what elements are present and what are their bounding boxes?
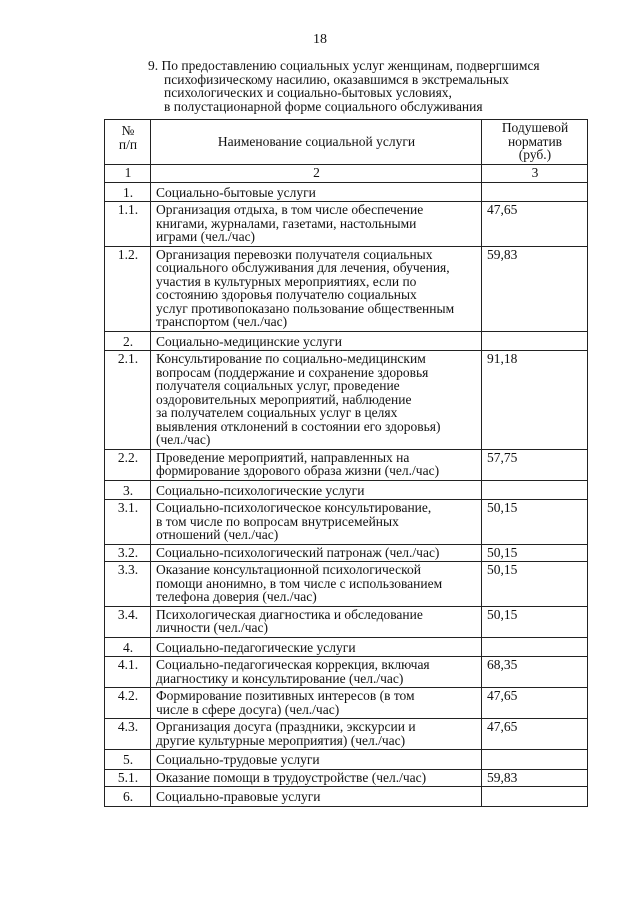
service-name-line: Социально-трудовые услуги — [156, 752, 320, 767]
service-name-cell — [151, 331, 482, 351]
row-number-cell: 4.3. — [105, 719, 151, 750]
service-name-line: получателя социальных услуг, проведение — [156, 378, 400, 393]
header-num-line: № — [121, 123, 135, 138]
service-name-cell — [151, 787, 482, 807]
service-name-line: Организация отдыха, в том числе обеспечение — [156, 202, 424, 217]
service-name-cell — [151, 500, 482, 545]
services-table — [104, 119, 588, 807]
service-name-line: в том числе по вопросам внутрисемейных — [156, 513, 399, 529]
header-norm-line: норматив — [507, 133, 563, 149]
row-number-cell: 2.1. — [105, 351, 151, 450]
table-row — [105, 750, 588, 770]
row-number-cell: 3.4. — [105, 606, 151, 637]
norm-value-cell: 91,18 — [482, 351, 588, 450]
table-row — [105, 719, 588, 750]
service-name-line: (чел./час) — [156, 432, 211, 447]
heading-line: психологических и социально-бытовых условиях, — [164, 85, 452, 100]
row-number-cell: 3.3. — [105, 562, 151, 607]
norm-value-cell: 50,15 — [482, 500, 588, 545]
section-heading — [148, 59, 588, 113]
service-name-line: состоянию здоровья получателю социальных — [156, 287, 417, 302]
norm-value-cell — [482, 637, 588, 657]
service-name-line: Социально-педагогическая коррекция, включая — [156, 657, 430, 672]
norm-value-cell: 50,15 — [482, 562, 588, 607]
table-row — [105, 606, 588, 637]
service-name-line: Психологическая диагностика и обследование — [156, 606, 423, 622]
norm-value-cell — [482, 182, 588, 202]
service-name-line: участия в культурных мероприятиях, если по — [156, 273, 417, 289]
service-name-cell — [151, 182, 482, 202]
table-row — [105, 331, 588, 351]
service-name-line: Консультирование по социально-медицинским — [156, 351, 426, 366]
service-name-line: Социально-бытовые услуги — [156, 184, 316, 200]
table-row — [105, 246, 588, 331]
service-name-cell — [151, 449, 482, 480]
service-name-line: Социально-медицинские услуги — [156, 333, 342, 349]
service-name-line: Социально-психологические услуги — [156, 482, 365, 498]
table-row — [105, 449, 588, 480]
service-name-line: Социально-психологическое консультирование, — [156, 500, 432, 515]
table-row — [105, 787, 588, 807]
service-name-line: другие культурные мероприятия) (чел./час) — [156, 732, 406, 748]
service-name-line: отношений (чел./час) — [156, 527, 279, 542]
row-number-cell: 3. — [105, 480, 151, 500]
service-name-line: книгами, журналами, газетами, настольными — [156, 215, 417, 231]
service-name-line: оздоровительных мероприятий, наблюдение — [156, 391, 412, 407]
service-name-line: играми (чел./час) — [156, 229, 256, 244]
service-name-cell — [151, 480, 482, 500]
header-norm-line: Подушевой — [501, 120, 569, 136]
heading-line: психофизическому насилию, оказавшимся в экстремальных — [164, 71, 509, 87]
norm-value-cell: 47,65 — [482, 688, 588, 719]
header-norm-line: (руб.) — [518, 147, 552, 163]
header-num-cell — [105, 120, 151, 165]
row-number-cell: 1.1. — [105, 202, 151, 247]
row-number-cell: 2. — [105, 331, 151, 351]
table-header-row — [105, 120, 588, 165]
norm-value-cell — [482, 331, 588, 351]
norm-value-cell — [482, 480, 588, 500]
service-name-line: Организация перевозки получателя социальных — [156, 246, 433, 262]
header-norm-cell — [482, 120, 588, 165]
service-name-cell — [151, 657, 482, 688]
index-cell: 1 — [105, 165, 151, 183]
header-name-cell: Наименование социальной услуги — [151, 120, 482, 165]
service-name-line: Оказание помощи в трудоустройстве (чел./час) — [156, 769, 427, 785]
heading-line: в полустационарной форме социального обслуживания — [164, 98, 483, 114]
service-name-line: Формирование позитивных интересов (в том — [156, 688, 415, 703]
table-row — [105, 351, 588, 450]
norm-value-cell: 68,35 — [482, 657, 588, 688]
table-index-row — [105, 165, 588, 183]
service-name-line: Социально-педагогические услуги — [156, 639, 356, 655]
service-name-line: личности (чел./час) — [156, 620, 268, 635]
service-name-cell — [151, 246, 482, 331]
service-name-cell — [151, 202, 482, 247]
table-row — [105, 202, 588, 247]
norm-value-cell: 50,15 — [482, 606, 588, 637]
row-number-cell: 5.1. — [105, 769, 151, 787]
service-name-cell — [151, 769, 482, 787]
table-row — [105, 637, 588, 657]
norm-value-cell: 57,75 — [482, 449, 588, 480]
service-name-line: за получателем социальных услуг в целях — [156, 405, 398, 420]
service-name-cell — [151, 688, 482, 719]
row-number-cell: 5. — [105, 750, 151, 770]
norm-value-cell: 47,65 — [482, 719, 588, 750]
table-row — [105, 182, 588, 202]
service-name-line: Социально-психологический патронаж (чел./час) — [156, 544, 440, 560]
page-number: 18 — [313, 32, 327, 47]
row-number-cell: 6. — [105, 787, 151, 807]
norm-value-cell — [482, 750, 588, 770]
service-name-line: числе в сфере досуга) (чел./час) — [156, 701, 340, 717]
row-number-cell: 1.2. — [105, 246, 151, 331]
row-number-cell: 2.2. — [105, 449, 151, 480]
row-number-cell: 3.2. — [105, 544, 151, 562]
service-name-line: формирование здорового образа жизни (чел./час) — [156, 463, 440, 478]
norm-value-cell: 47,65 — [482, 202, 588, 247]
row-number-cell: 4.2. — [105, 688, 151, 719]
service-name-cell — [151, 750, 482, 770]
service-name-line: услуг противопоказано пользование общественным — [156, 300, 455, 316]
service-name-cell — [151, 351, 482, 450]
service-name-line: социального обслуживания для лечения, обучения, — [156, 260, 450, 275]
table-row — [105, 544, 588, 562]
table-row — [105, 480, 588, 500]
service-name-line: Оказание консультационной психологической — [156, 562, 421, 577]
service-name-line: телефона доверия (чел./час) — [156, 589, 317, 604]
norm-value-cell: 59,83 — [482, 246, 588, 331]
row-number-cell: 3.1. — [105, 500, 151, 545]
service-name-line: Проведение мероприятий, направленных на — [156, 449, 410, 465]
service-name-line: Социально-правовые услуги — [156, 789, 321, 804]
table-row — [105, 657, 588, 688]
index-cell: 3 — [482, 165, 588, 183]
service-name-cell — [151, 544, 482, 562]
table-row — [105, 688, 588, 719]
service-name-cell — [151, 719, 482, 750]
service-name-cell — [151, 637, 482, 657]
table-row — [105, 769, 588, 787]
service-name-line: транспортом (чел./час) — [156, 314, 288, 329]
header-num-line: п/п — [118, 136, 138, 152]
service-name-line: диагностику и консультирование (чел./час) — [156, 670, 404, 686]
service-name-cell — [151, 562, 482, 607]
service-name-line: Организация досуга (праздники, экскурсии и — [156, 719, 416, 734]
service-name-line: вопросам (поддержание и сохранение здоровья — [156, 364, 429, 380]
table-row — [105, 500, 588, 545]
row-number-cell: 1. — [105, 182, 151, 202]
heading-line: 9. По предоставлению социальных услуг женщинам, подвергшимся — [148, 58, 540, 73]
service-name-line: помощи анонимно, в том числе с использованием — [156, 575, 443, 591]
service-name-line: выявления отклонений в состоянии его здоровья) — [156, 418, 441, 434]
service-name-cell — [151, 606, 482, 637]
index-cell: 2 — [151, 165, 482, 183]
norm-value-cell: 50,15 — [482, 544, 588, 562]
norm-value-cell: 59,83 — [482, 769, 588, 787]
norm-value-cell — [482, 787, 588, 807]
row-number-cell: 4.1. — [105, 657, 151, 688]
row-number-cell: 4. — [105, 637, 151, 657]
table-row — [105, 562, 588, 607]
